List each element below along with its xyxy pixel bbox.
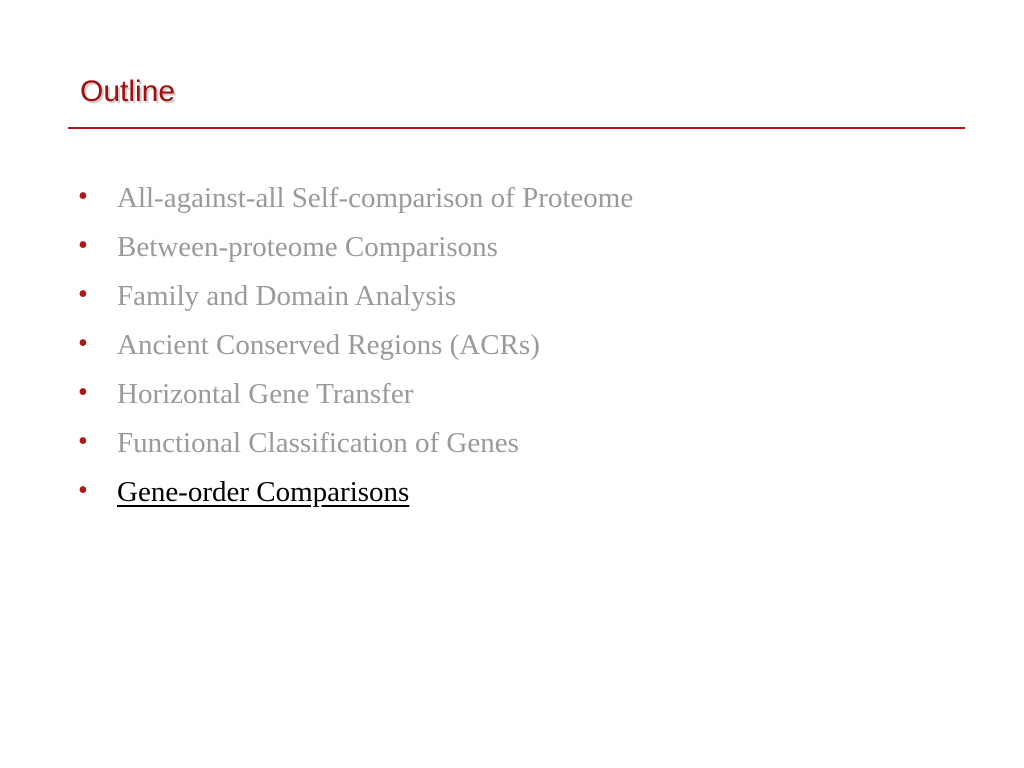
bullet-icon: • [78, 327, 88, 359]
outline-item-label-current: Gene-order Comparisons [117, 476, 410, 508]
outline-item-functional-classification [78, 419, 633, 468]
bullet-icon: • [78, 376, 88, 408]
bullet-icon: • [78, 229, 88, 261]
bullet-icon: • [78, 180, 88, 212]
outline-item-label: All-against-all Self-comparison of Proteome [117, 182, 634, 214]
slide-title: Outline [80, 75, 176, 108]
outline-item-self-comparison [78, 174, 633, 223]
outline-item-label: Horizontal Gene Transfer [117, 378, 414, 410]
title-divider [68, 127, 965, 129]
outline-list [78, 174, 633, 517]
outline-item-gene-order [78, 468, 633, 517]
bullet-icon: • [78, 278, 88, 310]
outline-item-acrs [78, 321, 633, 370]
outline-item-label: Between-proteome Comparisons [117, 231, 498, 263]
bullet-icon: • [78, 474, 88, 506]
outline-item-between-proteome [78, 223, 633, 272]
bullet-icon: • [78, 425, 88, 457]
outline-item-horizontal-transfer [78, 370, 633, 419]
outline-item-label: Functional Classification of Genes [117, 427, 519, 459]
outline-item-label: Ancient Conserved Regions (ACRs) [117, 329, 540, 361]
outline-item-label: Family and Domain Analysis [117, 280, 457, 312]
outline-item-family-domain [78, 272, 633, 321]
